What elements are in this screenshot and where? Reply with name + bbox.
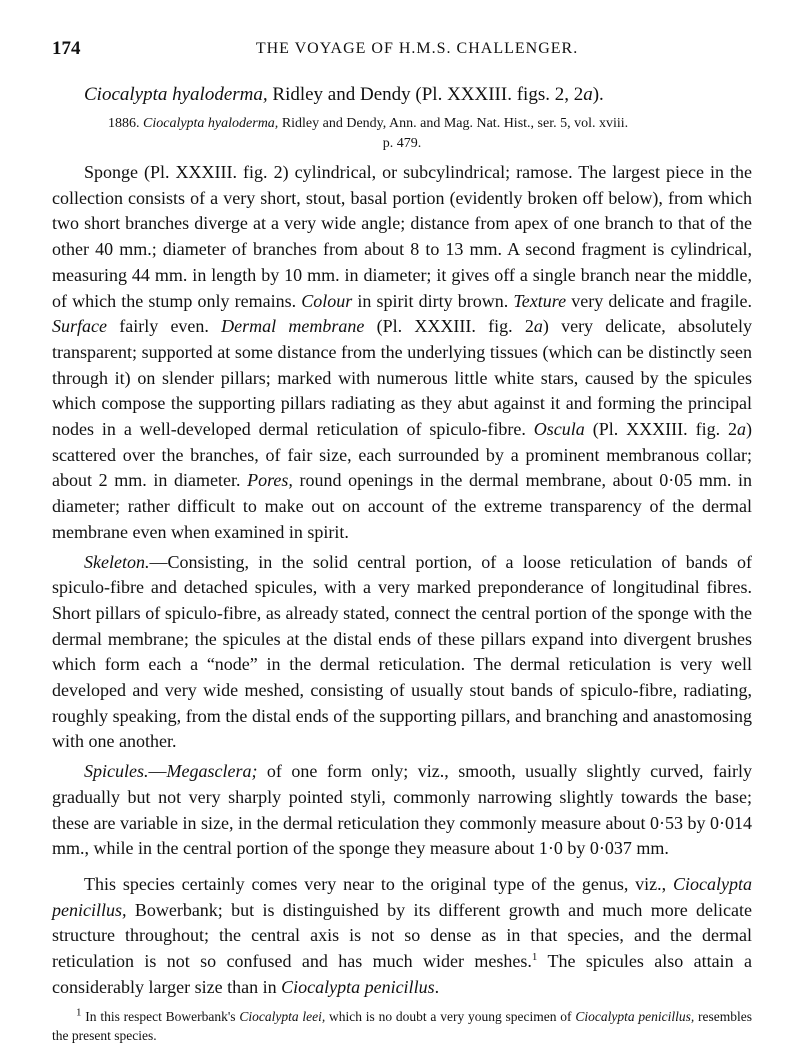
text-run: round openings in the dermal membrane, about 0·05 mm. in diameter; rather difficult to make out on account of the extreme transparency of the dermal membrane even when examined in spirit. [52,470,753,542]
footnote-number: 1 [76,1006,82,1018]
skeleton-label: Skeleton. [84,551,150,572]
text-run: The spicules also attain a considerably larger size than in [52,951,752,997]
footnote-marker: 1 [531,951,538,964]
text-run: (Pl. XXXIII. fig. 2 [364,316,534,337]
text-run: very delicate and fragile. [566,290,752,311]
description-paragraph [52,160,752,546]
text-run: which is no doubt a very young specimen of [325,1008,576,1024]
text-run: ) scattered over the branches, of fair size, each surrounded by a prominent membranous collar; about 2 mm. in diameter. [52,419,753,491]
species-heading [84,82,752,108]
fig-letter: a [533,316,543,337]
remarks-paragraph [52,872,752,1001]
text-run: ) very delicate, absolutely transparent; supported at some distance from the underlying tissues (which can be distinctly seen through it) on slender pillars; marked with numerous little white stars, caused by the spicules which compose the supporting pillars radiating as they abut against it and forming the principal nodes in a well-developed dermal reticulation of spiculo-fibre. [52,316,752,440]
page-header [52,38,752,68]
synonymy-year: 1886. [108,116,140,131]
species-reference: Ciocalypta penicillus [281,976,435,997]
footnote [52,1007,752,1045]
text-run: Sponge (Pl. XXXIII. fig. 2) cylindrical, or subcylindrical; ramose. The largest piece in the collection consists of a very short, stout, basal portion (evidently broken off below), from which two short branches diverge at a very wide angle; distance from apex of one branch to that of the other 40 mm.; diameter of branches from about 8 to 13 mm. A second fragment is cylindrical, measuring 44 mm. in length by 10 mm. in diameter; it gives off a single branch near the middle, of which the stump only remains. [52,162,752,311]
pores-label: Pores, [247,470,293,491]
text-run: (Pl. XXXIII. fig. 2 [584,419,738,440]
page-number: 174 [52,38,81,59]
text-run: in spirit dirty brown. [352,290,514,311]
species-reference: Ciocalypta penicillus, [52,873,752,920]
colour-label: Colour [301,290,353,311]
synonymy-reference: Ridley and Dendy, Ann. and Mag. Nat. Hist., ser. 5, vol. xviii. [278,116,629,131]
species-reference: Ciocalypta leei, [239,1008,326,1024]
text-run: . [434,976,440,997]
text-run: —Consisting, in the solid central portion, of a loose reticulation of bands of spiculo-fibre and detached spicules, with a very marked preponderance of longitudinal fibres. Short pillars of spiculo-fibre, as already stated, connect the central portion of the sponge with the dermal membrane; the spicules at the distal ends of these pillars expand into divergent brushes which form each a “node” in the dermal reticulation. The dermal reticulation is very well developed and very wide meshed, consisting of usually stout bands of spiculo-fibre, radiating, roughly speaking, from the distal ends of the supporting pillars, and branching and anastomosing with one another. [52,551,752,752]
megasclera-label: Megasclera; [166,761,258,782]
spicules-label: Spicules. [84,761,149,782]
document-page [52,38,752,1045]
text-run: In this respect Bowerbank's [81,1008,240,1024]
oscula-label: Oscula [533,419,585,440]
species-fig-a: a [583,84,593,105]
fig-letter: a [737,419,747,440]
species-name: Ciocalypta hyaloderma, [84,84,268,105]
text-run: — [148,761,167,782]
spicules-paragraph [52,759,752,862]
synonymy-page: p. 479. [382,136,422,151]
text-run: of one form only; viz., smooth, usually slightly curved, fairly gradually but not very sharply pointed styli, commonly narrowing slightly towards the base; these are variable in size, in the dermal reticulation they commonly measure about 0·53 by 0·014 mm., while in the central portion of the sponge they measure about 1·0 by 0·037 mm. [52,761,752,859]
species-authority: Ridley and Dendy (Pl. XXXIII. figs. 2, 2 [267,84,584,105]
running-title: THE VOYAGE OF H.M.S. CHALLENGER. [255,40,579,57]
text-run: This species certainly comes very near to the original type of the genus, viz., [84,873,673,894]
species-reference: Ciocalypta penicillus, [575,1008,695,1024]
texture-label: Texture [513,290,567,311]
text-run: Bowerbank; but is distinguished by its different growth and much more delicate structure throughout; the central axis is not so dense as in that species, and the dermal reticulation is not so confused and has much wider meshes. [52,899,752,972]
synonymy-name: Ciocalypta hyaloderma, [143,116,279,131]
skeleton-paragraph [52,550,752,756]
text-run: resembles the present species. [52,1008,753,1043]
text-run: fairly even. [106,316,222,337]
dermal-membrane-label: Dermal membrane [221,316,365,337]
synonymy-entry [108,114,752,134]
species-close: ). [592,84,604,105]
surface-label: Surface [52,316,107,337]
